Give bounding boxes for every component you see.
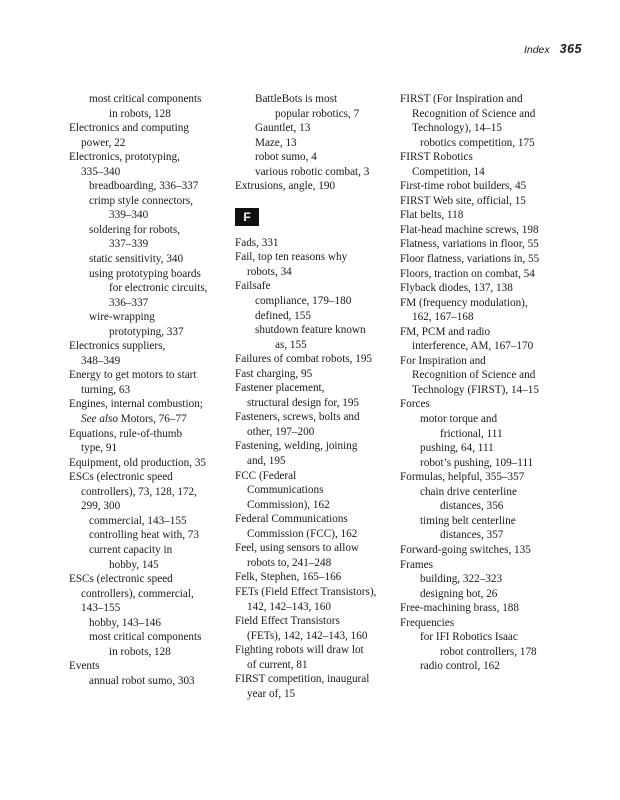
entry-text: FIRST Robotics	[400, 151, 473, 164]
index-entry	[69, 339, 234, 354]
entry-text: defined, 155	[255, 309, 311, 322]
entry-text: (FETs), 142, 142–143, 160	[247, 629, 368, 642]
index-entry	[400, 397, 585, 412]
entry-text: as, 155	[275, 338, 307, 351]
entry-text: Flyback diodes, 137, 138	[400, 282, 513, 295]
entry-text: Technology), 14–15	[412, 122, 502, 135]
index-entry	[235, 541, 395, 556]
entry-text: Fast charging, 95	[235, 367, 313, 380]
entry-text: 339–340	[109, 209, 149, 222]
index-subentry	[400, 572, 585, 587]
entry-text: robot’s pushing, 109–111	[420, 456, 534, 469]
entry-text: BattleBots is most	[255, 93, 338, 105]
header-label: Index	[523, 44, 550, 56]
entry-text: breadboarding, 336–337	[89, 180, 199, 193]
entry-text: year of, 15	[247, 687, 296, 700]
entry-text: 143–155	[81, 602, 121, 615]
section-letter: F	[235, 208, 259, 226]
index-subentry	[69, 223, 234, 238]
index-subentry	[400, 456, 585, 471]
entry-text: Failures of combat robots, 195	[235, 353, 373, 366]
index-subentry-continuation	[69, 325, 234, 340]
index-entry-continuation	[235, 425, 395, 440]
entry-text: Flat-head machine screws, 198	[400, 223, 539, 236]
entry-text: most critical components	[89, 631, 202, 644]
entry-text: Maze, 13	[255, 136, 297, 149]
entry-text: Events	[69, 660, 100, 673]
entry-text: FM (frequency modulation),	[400, 296, 528, 309]
entry-text: annual robot sumo, 303	[89, 674, 195, 687]
index-entry-continuation	[69, 412, 234, 427]
entry-text: Felk, Stephen, 165–166	[235, 571, 342, 584]
index-entry-continuation	[400, 165, 585, 180]
index-entry	[235, 614, 395, 629]
entry-text: 336–337	[109, 296, 149, 309]
entry-text: Extrusions, angle, 190	[235, 180, 336, 193]
index-subentry	[400, 659, 585, 674]
entry-text: distances, 356	[440, 500, 504, 513]
index-entry-continuation	[69, 383, 234, 398]
index-entry-continuation	[235, 556, 395, 571]
entry-text: timing belt centerline	[420, 514, 516, 527]
entry-text: Commission (FCC), 162	[247, 527, 358, 540]
index-column-1	[69, 92, 234, 688]
index-entry-continuation	[69, 136, 234, 151]
index-subentry	[69, 630, 234, 645]
index-entry	[69, 150, 234, 165]
entry-text: in robots, 128	[109, 645, 171, 658]
entry-text: interference, AM, 167–170	[412, 340, 534, 353]
entry-text: type, 91	[81, 442, 118, 455]
entry-text: 337–339	[109, 238, 149, 251]
entry-text: Field Effect Transistors	[235, 615, 340, 628]
index-entry	[235, 250, 395, 265]
entry-text: soldering for robots,	[89, 223, 181, 236]
entry-text: popular robotics, 7	[275, 107, 360, 120]
entry-text: Free-machining brass, 188	[400, 602, 519, 615]
entry-text: 162, 167–168	[412, 311, 474, 324]
index-subentry-continuation	[400, 528, 585, 543]
index-subentry-continuation	[69, 208, 234, 223]
index-entry	[235, 367, 395, 382]
entry-text: Communications	[247, 484, 324, 497]
index-subentry-continuation	[235, 338, 395, 353]
entry-text: Flatness, variations in floor, 55	[400, 238, 539, 251]
index-subentry	[69, 194, 234, 209]
index-entry-continuation	[400, 121, 585, 136]
index-subentry-continuation	[69, 107, 234, 122]
index-entry	[235, 512, 395, 527]
entry-text: power, 22	[81, 136, 126, 149]
index-entry	[400, 179, 585, 194]
index-subentry-continuation	[400, 427, 585, 442]
entry-text: ESCs (electronic speed	[69, 573, 173, 586]
entry-text: pushing, 64, 111	[420, 442, 494, 455]
index-entry	[235, 672, 395, 687]
section-letter-badge	[235, 194, 395, 236]
entry-text: 348–349	[81, 354, 121, 367]
entry-text: controllers), commercial,	[81, 587, 194, 600]
entry-text: most critical components	[89, 93, 202, 105]
index-subentry-continuation	[69, 237, 234, 252]
index-entry	[400, 616, 585, 631]
index-subentry-continuation	[69, 558, 234, 573]
entry-text: motor torque and	[420, 413, 498, 426]
index-subentry	[235, 294, 395, 309]
index-entry-continuation	[69, 499, 234, 514]
entry-text: distances, 357	[440, 529, 504, 542]
index-entry-continuation	[69, 601, 234, 616]
entry-text: FIRST Web site, official, 15	[400, 194, 526, 207]
index-entry	[69, 121, 234, 136]
entry-text: Energy to get motors to start	[69, 369, 197, 382]
index-subentry	[400, 136, 585, 151]
page-number: 365	[559, 42, 582, 56]
index-entry-continuation	[235, 498, 395, 513]
index-entry	[235, 236, 395, 251]
entry-text: chain drive centerline	[420, 485, 517, 498]
index-entry-continuation	[235, 658, 395, 673]
index-entry	[400, 543, 585, 558]
entry-text: wire-wrapping	[89, 311, 155, 324]
entry-text: Electronics and computing	[69, 122, 189, 135]
index-entry	[235, 381, 395, 396]
index-subentry-continuation	[69, 281, 234, 296]
index-entry	[400, 325, 585, 340]
entry-text: Fastening, welding, joining	[235, 440, 358, 453]
index-entry	[400, 470, 585, 485]
entry-text: Federal Communications	[235, 513, 348, 526]
entry-text: Electronics suppliers,	[69, 340, 166, 353]
index-subentry	[69, 514, 234, 529]
index-entry	[235, 179, 395, 194]
index-subentry	[69, 252, 234, 267]
entry-text: Floor flatness, variations in, 55	[400, 253, 540, 266]
entry-text: hobby, 145	[109, 558, 159, 571]
entry-text: Equations, rule-of-thumb	[69, 427, 183, 440]
index-subentry-continuation	[69, 645, 234, 660]
entry-text: Recognition of Science and	[412, 107, 536, 120]
entry-text: Recognition of Science and	[412, 369, 536, 382]
entry-text: designing bot, 26	[420, 587, 498, 600]
entry-text: building, 322–323	[420, 573, 503, 586]
entry-text: Frames	[400, 558, 433, 571]
index-subentry	[400, 441, 585, 456]
index-entry-continuation	[400, 107, 585, 122]
see-also-reference: See also	[81, 413, 118, 426]
index-entry	[400, 281, 585, 296]
entry-text: controllers), 73, 128, 172,	[81, 485, 197, 498]
index-subentry-continuation	[400, 499, 585, 514]
index-entry	[235, 410, 395, 425]
entry-text: Electronics, prototyping,	[69, 151, 180, 164]
index-entry-continuation	[69, 485, 234, 500]
index-subentry	[69, 267, 234, 282]
entry-text: Technology (FIRST), 14–15	[412, 383, 539, 396]
index-subentry	[235, 309, 395, 324]
running-header	[524, 42, 582, 56]
index-entry	[400, 194, 585, 209]
entry-text: and, 195	[247, 455, 286, 468]
entry-text: other, 197–200	[247, 425, 315, 438]
entry-text: for IFI Robotics Isaac	[420, 631, 518, 644]
index-subentry	[235, 150, 395, 165]
index-column-2	[235, 92, 395, 701]
entry-text: robots to, 241–248	[247, 556, 332, 569]
index-entry-continuation	[235, 687, 395, 702]
entry-text: Gauntlet, 13	[255, 122, 311, 135]
entry-text: Floors, traction on combat, 54	[400, 267, 535, 280]
entry-text: Engines, internal combustion;	[69, 398, 203, 411]
entry-text: turning, 63	[81, 383, 131, 396]
entry-text: of current, 81	[247, 658, 308, 671]
entry-text: Frequencies	[400, 616, 455, 629]
entry-text: commercial, 143–155	[89, 514, 187, 527]
entry-text: various robotic combat, 3	[255, 165, 370, 178]
index-subentry	[400, 412, 585, 427]
index-subentry	[400, 485, 585, 500]
entry-text: Formulas, helpful, 355–357	[400, 471, 525, 484]
index-subentry	[400, 587, 585, 602]
entry-text: robot sumo, 4	[255, 151, 317, 164]
index-entry	[400, 150, 585, 165]
entry-text: For Inspiration and	[400, 354, 486, 367]
entry-text: frictional, 111	[440, 427, 503, 440]
index-subentry	[69, 179, 234, 194]
index-entry	[400, 354, 585, 369]
index-entry-continuation	[400, 368, 585, 383]
index-entry-continuation	[69, 165, 234, 180]
entry-text: robotics competition, 175	[420, 136, 535, 149]
index-subentry	[69, 92, 234, 107]
index-entry-continuation	[400, 383, 585, 398]
entry-text: Feel, using sensors to allow	[235, 542, 359, 555]
index-entry	[235, 585, 395, 600]
index-subentry-continuation	[235, 107, 395, 122]
index-entry	[400, 252, 585, 267]
index-subentry	[69, 310, 234, 325]
index-entry-continuation	[235, 265, 395, 280]
entry-text: Failsafe	[235, 280, 271, 293]
index-entry	[235, 469, 395, 484]
entry-text: 142, 142–143, 160	[247, 600, 331, 613]
entry-text: Forces	[400, 398, 430, 411]
entry-text: controlling heat with, 73	[89, 529, 199, 542]
index-entry	[400, 267, 585, 282]
entry-text: Fasteners, screws, bolts and	[235, 411, 360, 424]
index-entry	[235, 279, 395, 294]
entry-text: Fail, top ten reasons why	[235, 251, 348, 264]
entry-text: FM, PCM and radio	[400, 325, 491, 338]
entry-text: ESCs (electronic speed	[69, 471, 173, 484]
entry-text: using prototyping boards	[89, 267, 201, 280]
entry-text: radio control, 162	[420, 660, 500, 673]
index-entry	[400, 601, 585, 616]
entry-text: First-time robot builders, 45	[400, 180, 527, 193]
index-subentry	[69, 674, 234, 689]
entry-text: Fads, 331	[235, 236, 279, 249]
entry-text: Motors, 76–77	[117, 413, 187, 426]
entry-text: for electronic circuits,	[109, 282, 208, 295]
entry-text: in robots, 128	[109, 107, 171, 120]
index-subentry	[235, 136, 395, 151]
index-entry-continuation	[235, 483, 395, 498]
index-entry-continuation	[235, 396, 395, 411]
index-entry	[69, 397, 234, 412]
index-column-2-top	[235, 92, 395, 194]
index-entry	[400, 208, 585, 223]
entry-text: FIRST competition, inaugural	[235, 673, 370, 686]
entry-text: Equipment, old production, 35	[69, 456, 207, 469]
index-entry	[69, 470, 234, 485]
index-entry-continuation	[400, 310, 585, 325]
entry-text: static sensitivity, 340	[89, 253, 184, 266]
index-entry	[235, 643, 395, 658]
index-entry	[69, 572, 234, 587]
entry-text: Fastener placement,	[235, 382, 325, 395]
index-subentry	[235, 121, 395, 136]
index-entry-continuation	[400, 339, 585, 354]
index-column-2-bottom	[235, 236, 395, 702]
entry-text: structural design for, 195	[247, 396, 360, 409]
index-entry	[400, 92, 585, 107]
index-entry-continuation	[69, 587, 234, 602]
entry-text: robot controllers, 178	[440, 645, 537, 658]
entry-text: prototyping, 337	[109, 325, 184, 338]
index-entry	[235, 439, 395, 454]
entry-text: crimp style connectors,	[89, 194, 194, 207]
entry-text: Fighting robots will draw lot	[235, 644, 364, 657]
entry-text: Competition, 14	[412, 165, 485, 178]
entry-text: Forward-going switches, 135	[400, 543, 531, 556]
entry-text: Commission), 162	[247, 498, 330, 511]
entry-text: current capacity in	[89, 543, 173, 556]
index-subentry	[400, 630, 585, 645]
entry-text: hobby, 143–146	[89, 616, 161, 629]
entry-text: Flat belts, 118	[400, 209, 464, 222]
index-entry	[400, 558, 585, 573]
index-entry	[69, 456, 234, 471]
index-entry	[400, 237, 585, 252]
entry-text: 335–340	[81, 165, 121, 178]
entry-text: 299, 300	[81, 500, 121, 513]
entry-text: robots, 34	[247, 265, 292, 278]
index-entry-continuation	[235, 527, 395, 542]
entry-text: compliance, 179–180	[255, 295, 352, 308]
index-subentry	[235, 323, 395, 338]
index-subentry	[69, 543, 234, 558]
index-subentry-continuation	[69, 296, 234, 311]
index-subentry-continuation	[400, 645, 585, 660]
index-subentry	[235, 92, 395, 107]
index-column-3	[400, 92, 585, 674]
index-entry	[400, 296, 585, 311]
index-subentry	[235, 165, 395, 180]
entry-text: FCC (Federal	[235, 469, 297, 482]
index-entry-continuation	[235, 600, 395, 615]
entry-text: FIRST (For Inspiration and	[400, 93, 523, 105]
index-subentry	[69, 528, 234, 543]
entry-text: FETs (Field Effect Transistors),	[235, 585, 377, 598]
index-subentry	[69, 616, 234, 631]
index-entry-continuation	[69, 354, 234, 369]
index-entry-continuation	[235, 629, 395, 644]
index-entry	[400, 223, 585, 238]
index-entry	[235, 570, 395, 585]
entry-text: shutdown feature known	[255, 324, 366, 337]
index-entry	[69, 427, 234, 442]
index-entry	[69, 659, 234, 674]
index-entry-continuation	[235, 454, 395, 469]
index-entry	[69, 368, 234, 383]
index-entry-continuation	[69, 441, 234, 456]
index-subentry	[400, 514, 585, 529]
index-entry	[235, 352, 395, 367]
